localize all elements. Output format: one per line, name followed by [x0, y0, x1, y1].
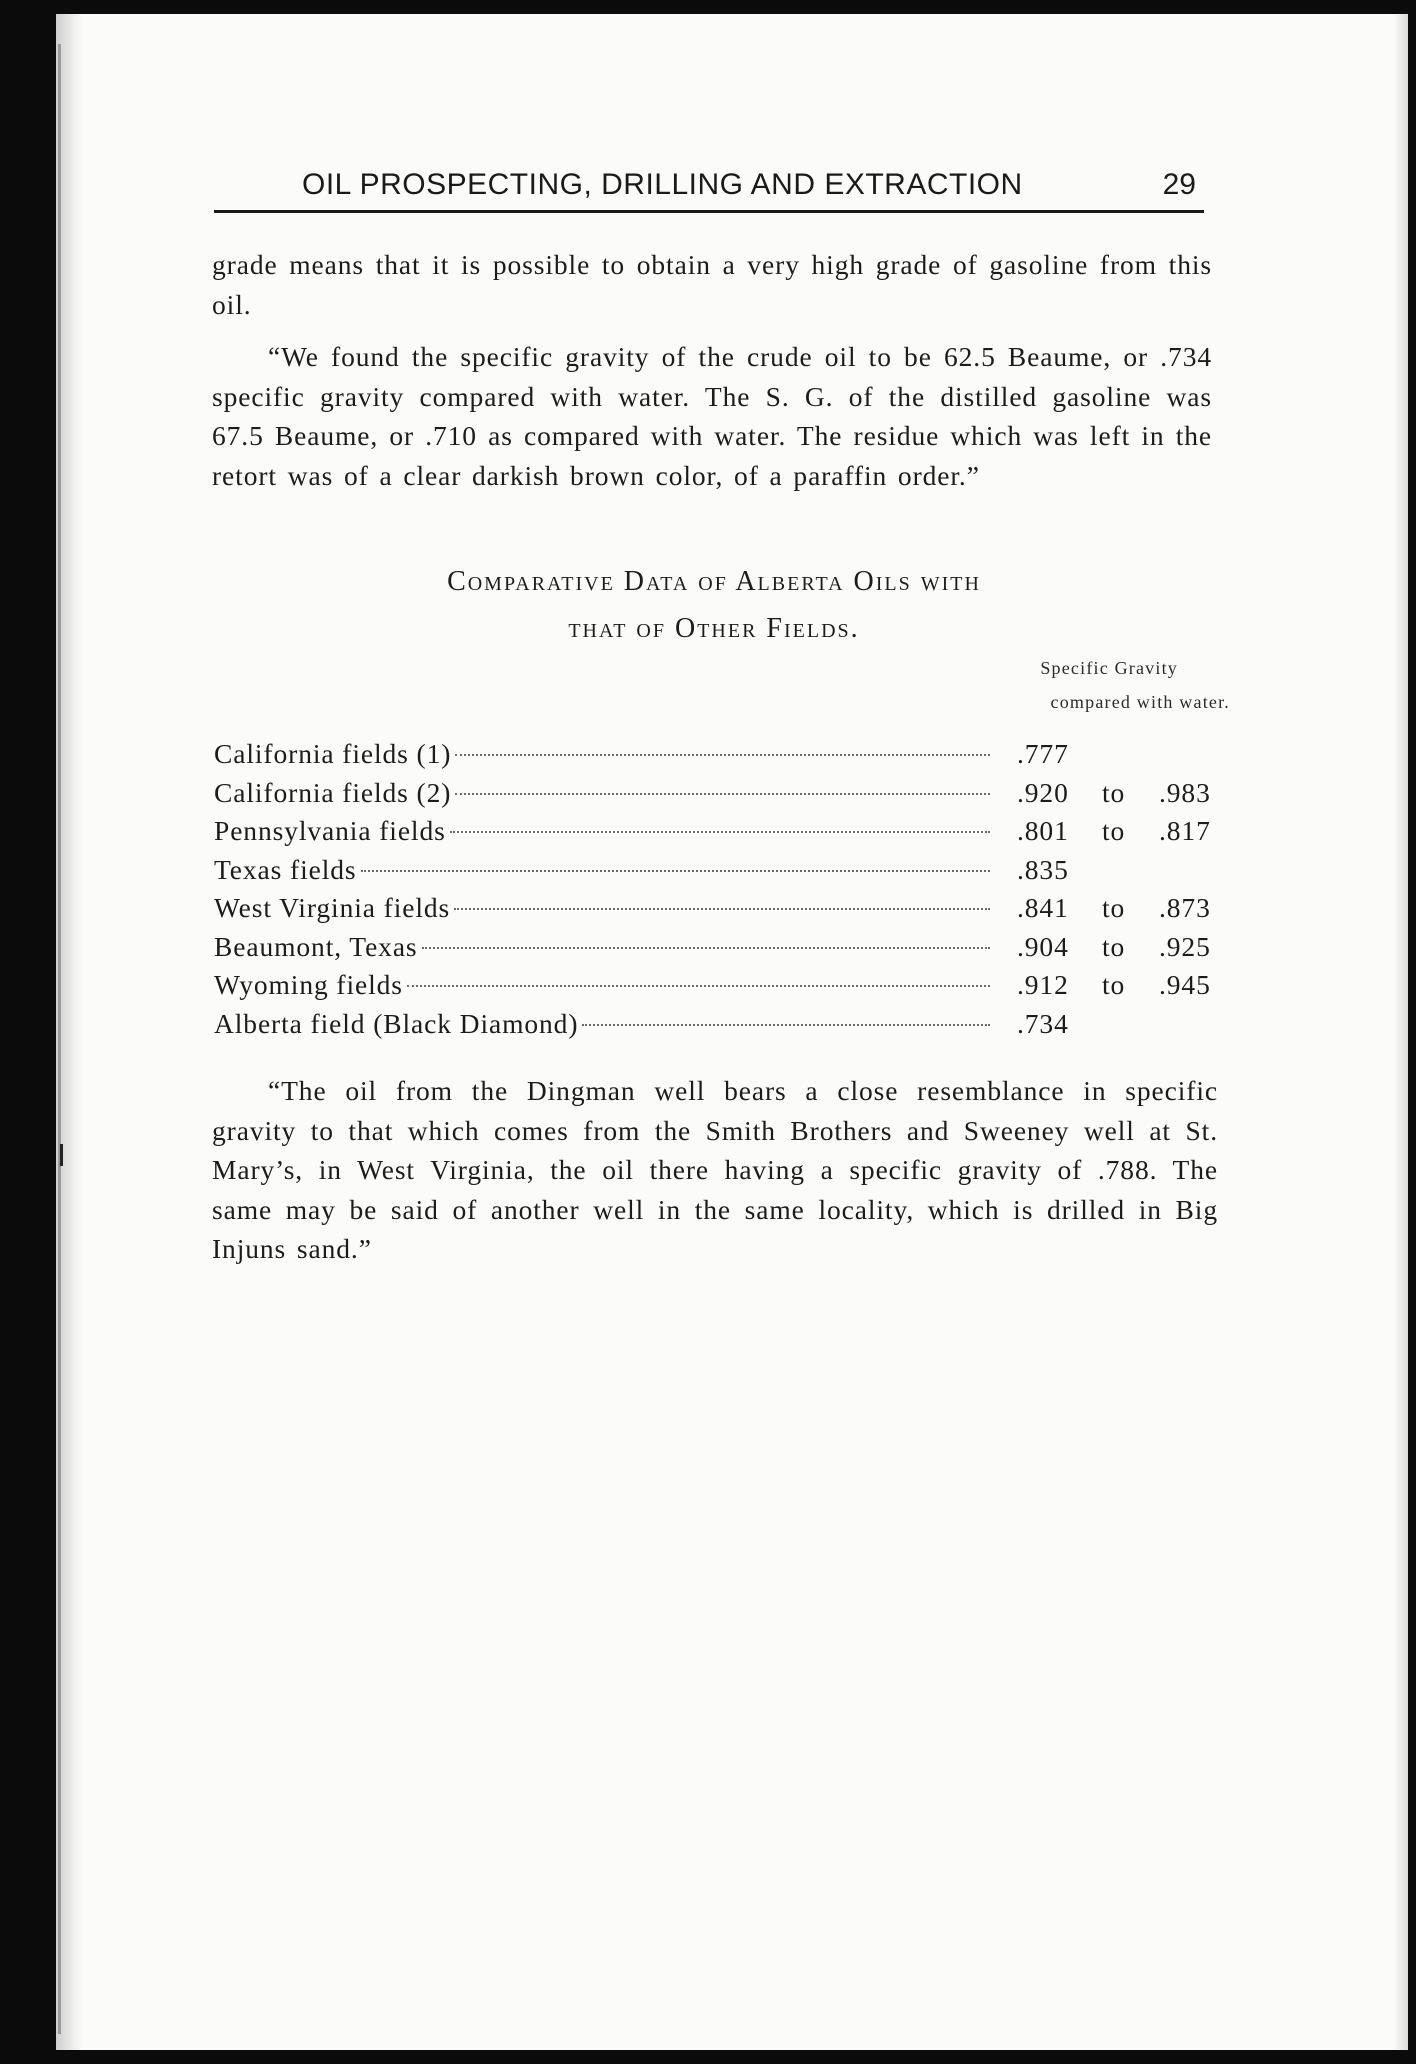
gravity-low: .920 — [1017, 776, 1069, 808]
dot-leader — [422, 947, 990, 949]
gravity-low: .912 — [1017, 969, 1069, 1000]
column-header-line1: Specific Gravity — [1040, 658, 1178, 678]
dot-leader — [455, 754, 990, 756]
binding-edge — [58, 44, 61, 2034]
binding-mark — [60, 1144, 63, 1166]
table-caption-line2: that of Other Fields. — [568, 613, 860, 644]
dot-leader — [450, 831, 990, 833]
field-name: Texas fields — [214, 853, 357, 885]
gravity-high: .873 — [1159, 892, 1211, 923]
paragraph-quote-analysis: “We found the specific gravity of the crude oil to be 62.5 Beaume, or .734 specific gravity compared with water. The S. G. of the distilled gasoline was 67.5 Beaume, or .710 as compared with water. The residue which was left in the retort was of a clear darkish brown color, of a paraffin order.” — [212, 341, 1212, 491]
paragraph-continuation: grade means that it is possible to obtain a very high grade of gasoline from this oil. — [212, 249, 1212, 320]
table-row — [214, 735, 1214, 774]
range-to: to — [1102, 930, 1126, 962]
field-name: Beaumont, Texas — [214, 930, 418, 962]
gravity-low: .841 — [1017, 892, 1069, 923]
range-to: to — [1102, 776, 1126, 808]
gravity-high: .983 — [1159, 776, 1211, 808]
gravity-high: .925 — [1159, 930, 1211, 962]
table-row — [214, 774, 1214, 813]
page-number: 29 — [1162, 168, 1196, 201]
field-name: Pennsylvania fields — [214, 815, 446, 846]
gravity-table — [214, 735, 1214, 1043]
running-title: OIL PROSPECTING, DRILLING AND EXTRACTION — [302, 168, 1023, 201]
dot-leader — [361, 870, 990, 872]
gravity-high: .817 — [1159, 815, 1211, 846]
table-row — [214, 966, 1214, 1005]
table-row — [214, 812, 1214, 851]
gravity-low: .734 — [1017, 1007, 1069, 1039]
dot-leader — [582, 1024, 990, 1026]
page-edge-shadow — [1394, 14, 1408, 2050]
gravity-low: .904 — [1017, 930, 1069, 962]
field-name: Wyoming fields — [214, 969, 403, 1000]
field-name: Alberta field (Black Diamond) — [214, 1007, 579, 1039]
field-name: California fields (2) — [214, 776, 452, 808]
table-caption-line1: Comparative Data of Alberta Oils with — [447, 566, 981, 597]
dot-leader — [455, 793, 990, 795]
gravity-low: .777 — [1017, 738, 1069, 769]
gravity-low: .801 — [1017, 815, 1069, 846]
running-head — [214, 162, 1204, 213]
range-to: to — [1102, 892, 1126, 923]
table-row — [214, 889, 1214, 928]
gravity-low: .835 — [1017, 853, 1069, 885]
dot-leader — [407, 985, 990, 987]
table-row — [214, 928, 1214, 967]
range-to: to — [1102, 815, 1126, 846]
field-name: West Virginia fields — [214, 892, 451, 923]
column-header-line2: compared with water. — [1050, 692, 1230, 712]
table-row — [214, 851, 1214, 890]
paragraph-quote-dingman: “The oil from the Dingman well bears a close resemblance in specific gravity to that which comes from the Smith Brothers and Sweeney well at St. Mary’s, in West Virginia, the oil there having a specific gravity of .788. The same may be said of another well in the same locality, which is drilled in Big Injuns sand.” — [212, 1075, 1218, 1264]
gravity-high: .945 — [1159, 969, 1211, 1000]
table-row — [214, 1005, 1214, 1044]
field-name: California fields (1) — [214, 738, 452, 769]
dot-leader — [454, 908, 990, 910]
range-to: to — [1102, 969, 1126, 1000]
